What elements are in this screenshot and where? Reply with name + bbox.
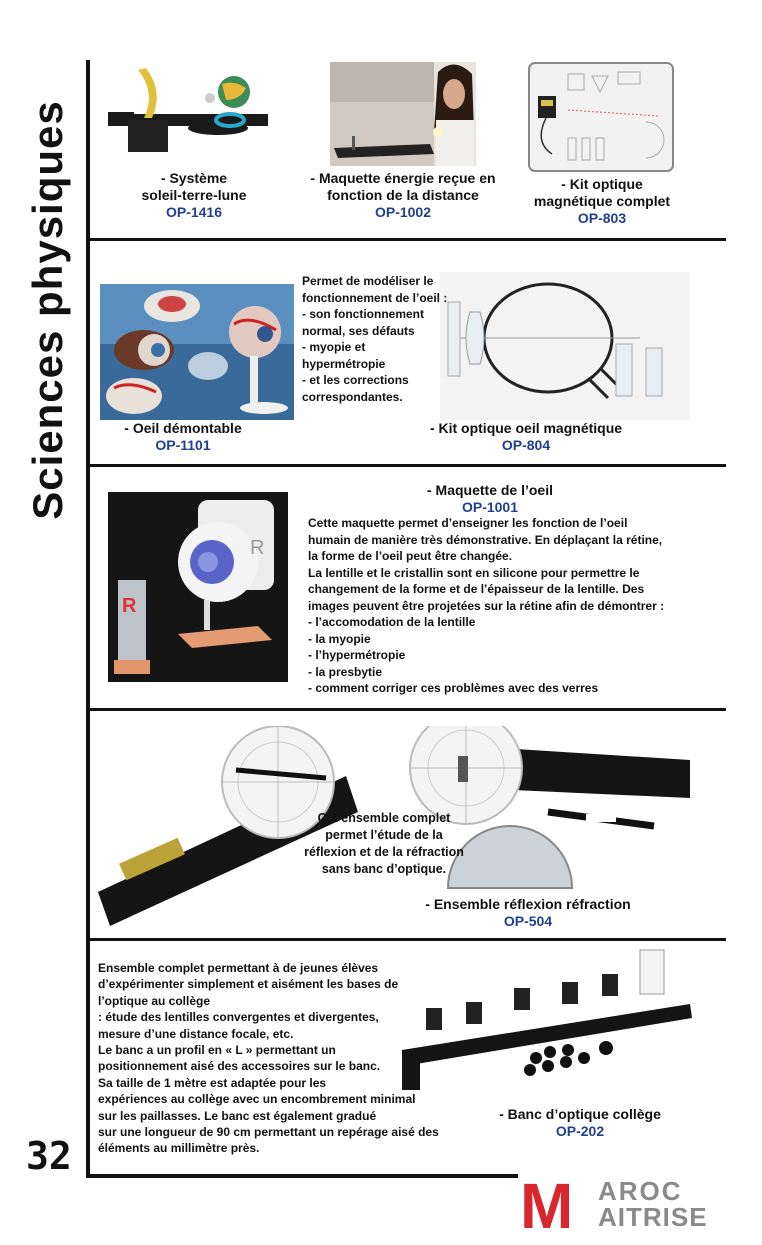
description-line: fonctionnement de l’oeil : bbox=[302, 290, 448, 305]
product-name-cont: fonction de la distance bbox=[327, 187, 479, 203]
product-name: - Kit optique bbox=[561, 176, 643, 192]
product-name: - Maquette énergie reçue en bbox=[310, 170, 496, 186]
product-magnetic-eye-kit bbox=[412, 420, 640, 454]
description-line: permet l’étude de la bbox=[325, 828, 443, 842]
description-line: Le banc a un profil en « L » permettant un bbox=[98, 1043, 336, 1058]
description-line: images peuvent être projetées sur la rétine afin de démontrer : bbox=[308, 598, 665, 613]
description-line: humain de manière très démonstrative. En déplaçant la rétine, bbox=[308, 532, 663, 547]
description-line: - l’accomodation de la lentille bbox=[308, 615, 476, 629]
product-name: - Maquette de l’oeil bbox=[426, 482, 553, 498]
product-code: OP-202 bbox=[555, 1123, 605, 1139]
description-line: mesure d’une distance focale, etc. bbox=[98, 1026, 294, 1041]
product-name: - Banc d’optique collège bbox=[499, 1106, 661, 1122]
row-divider-1 bbox=[88, 238, 726, 241]
bottom-divider bbox=[86, 1174, 518, 1178]
row-divider-4 bbox=[88, 938, 726, 941]
description-line: : étude des lentilles convergentes et divergentes, bbox=[98, 1010, 379, 1025]
logo-text-line1: AROC bbox=[598, 1176, 683, 1206]
product-code: OP-1001 bbox=[461, 499, 519, 515]
section-title: Sciences physiques bbox=[24, 100, 71, 520]
energy-distance-model-image bbox=[330, 62, 476, 166]
description-line: sur les paillasses. Le banc est également gradué bbox=[98, 1108, 377, 1123]
description-line: sur une longueur de 90 cm permettant un repérage aisé des bbox=[98, 1125, 439, 1140]
product-energy-distance-model bbox=[296, 170, 510, 221]
logo-text-line2: AITRISE bbox=[598, 1202, 708, 1232]
description-line: - et les corrections bbox=[302, 373, 409, 387]
description-line: éléments au millimètre près. bbox=[98, 1141, 260, 1156]
description-line: - myopie et bbox=[302, 340, 366, 354]
magnetic-optics-kit-image bbox=[528, 62, 674, 172]
removable-eye-model-image bbox=[100, 284, 294, 420]
description-line: correspondantes. bbox=[302, 389, 403, 404]
product-code: OP-1416 bbox=[165, 204, 223, 220]
svg-text:R: R bbox=[250, 537, 265, 559]
description-line: l’optique au collège bbox=[98, 993, 211, 1008]
description-line: sans banc d’optique. bbox=[321, 862, 447, 876]
description-line: réflexion et de la réfraction bbox=[304, 845, 464, 859]
description-line: positionnement aisé des accessoires sur le banc. bbox=[98, 1059, 381, 1074]
reflection-set-description bbox=[292, 810, 476, 878]
description-line: expériences au collège avec un encombrement minimal bbox=[98, 1092, 416, 1107]
section-title-box bbox=[18, 60, 78, 560]
description-line: Sa taille de 1 mètre est adaptée pour les bbox=[98, 1075, 327, 1090]
product-name: - Ensemble réflexion réfraction bbox=[425, 896, 631, 912]
product-code: OP-804 bbox=[501, 437, 551, 453]
page-number: 32 bbox=[26, 1134, 72, 1178]
optical-bench-image bbox=[400, 946, 696, 1096]
description-line: - l’hypermétropie bbox=[308, 648, 406, 662]
maroc-maitrise-logo bbox=[518, 1172, 728, 1232]
product-name-cont: magnétique complet bbox=[533, 193, 671, 209]
description-line: la forme de l’oeil peut être changée. bbox=[308, 549, 513, 563]
product-eye-model bbox=[420, 482, 560, 516]
description-line: Permet de modéliser le bbox=[302, 274, 434, 288]
eye-model-description bbox=[308, 515, 708, 697]
product-code: OP-1101 bbox=[155, 437, 211, 453]
product-name: - Oeil démontable bbox=[124, 420, 242, 436]
description-line: Cette maquette permet d’enseigner les fonction de l’oeil bbox=[308, 516, 628, 530]
product-code: OP-504 bbox=[503, 913, 553, 929]
svg-text:R: R bbox=[122, 595, 137, 617]
product-reflection-refraction-set bbox=[408, 896, 648, 930]
description-line: Cet ensemble complet bbox=[317, 811, 451, 825]
row-divider-3 bbox=[88, 708, 726, 711]
magnetic-eye-optics-kit-image bbox=[440, 272, 690, 420]
vertical-divider bbox=[86, 60, 90, 1178]
description-line: - la presbytie bbox=[308, 664, 383, 679]
description-line: normal, ses défauts bbox=[302, 323, 415, 338]
product-name: - Système bbox=[160, 170, 228, 186]
description-line: - comment corriger ces problèmes avec des verres bbox=[308, 681, 599, 695]
description-line: - son fonctionnement bbox=[302, 307, 424, 321]
product-code: OP-803 bbox=[577, 210, 627, 226]
row-divider-2 bbox=[88, 464, 726, 467]
description-line: Ensemble complet permettant à de jeunes élèves bbox=[98, 961, 379, 975]
description-line: - la myopie bbox=[308, 631, 371, 646]
product-removable-eye bbox=[106, 420, 260, 454]
logo-letter: M bbox=[520, 1172, 574, 1232]
eye-model-image bbox=[108, 492, 288, 682]
magnetic-eye-kit-description bbox=[302, 273, 472, 405]
product-code: OP-1002 bbox=[374, 204, 432, 220]
product-magnetic-optics-kit bbox=[522, 176, 682, 227]
product-name-cont: soleil-terre-lune bbox=[141, 187, 247, 203]
product-school-optical-bench bbox=[480, 1106, 680, 1140]
solar-system-model-image bbox=[98, 62, 274, 162]
description-line: changement de la forme et de l’épaisseur de la lentille. Des bbox=[308, 582, 645, 596]
product-name: - Kit optique oeil magnétique bbox=[429, 420, 623, 436]
description-line: La lentille et le cristallin sont en silicone pour permettre le bbox=[308, 565, 640, 580]
description-line: hypermétropie bbox=[302, 356, 386, 371]
product-system-sun-earth-moon bbox=[124, 170, 264, 221]
description-line: d’expérimenter simplement et aisément les bases de bbox=[98, 977, 399, 992]
